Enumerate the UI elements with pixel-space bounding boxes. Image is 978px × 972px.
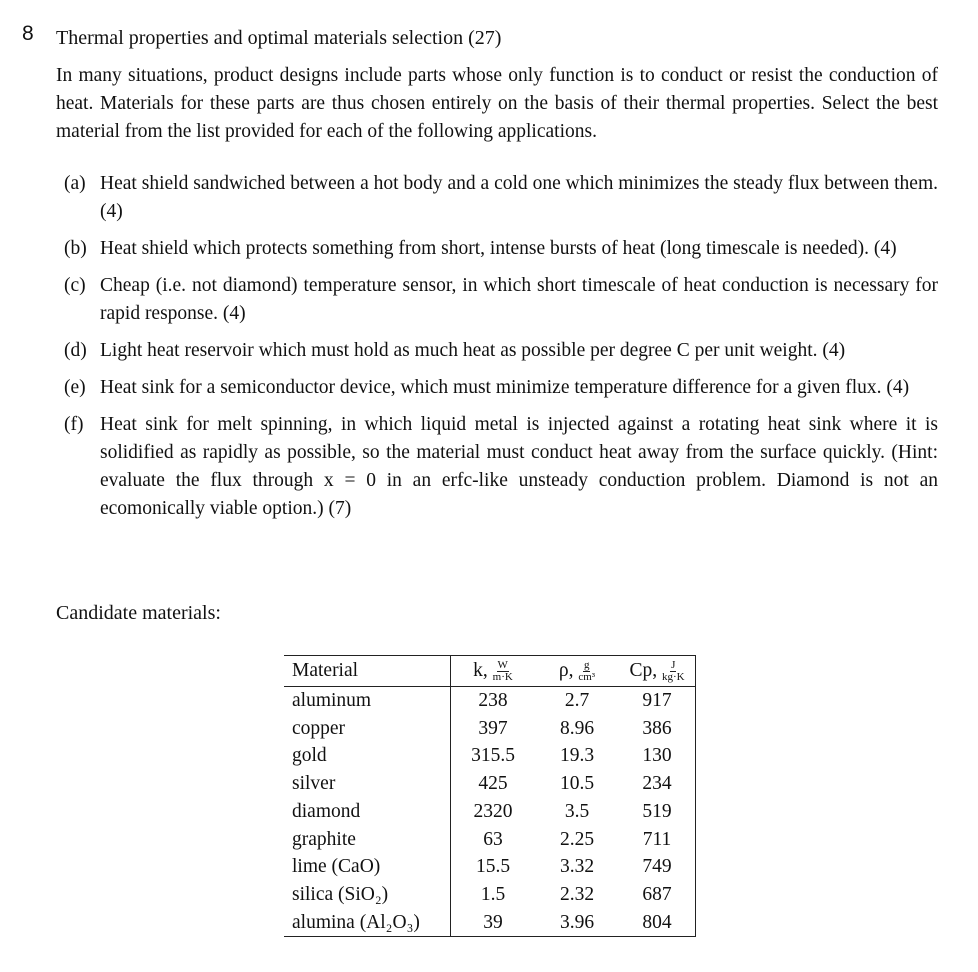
header-k — [451, 656, 536, 687]
cell-cp: 804 — [619, 909, 696, 937]
header-rho-unit-den: cm³ — [578, 671, 596, 684]
table-row — [284, 826, 696, 854]
cell-rho: 2.25 — [559, 828, 595, 850]
cell-k: 15.5 — [475, 856, 511, 878]
candidates-label: Candidate materials: — [56, 602, 221, 624]
cell-k: 238 — [478, 690, 508, 711]
part-b — [64, 235, 938, 263]
part-label: (b) — [64, 238, 87, 259]
header-rho-unit-num: g — [583, 659, 590, 672]
cell-cp: 519 — [619, 798, 696, 826]
materials-table — [284, 655, 696, 937]
table-row — [284, 687, 696, 715]
part-label: (a) — [64, 173, 86, 194]
cell-k: 2320 — [473, 800, 513, 822]
cell-k: 1.5 — [480, 883, 506, 905]
part-text: Cheap (i.e. not diamond) temperature sensor, in which short timescale of heat conduction is necessary for rapid response. (4) — [100, 275, 938, 324]
table-row — [284, 742, 696, 770]
part-text: Heat shield sandwiched between a hot body and a cold one which minimizes the steady flux between them. (4) — [100, 173, 938, 222]
cell-rho: 2.32 — [559, 883, 595, 905]
cell-material: gold — [284, 742, 451, 770]
part-a — [64, 170, 938, 226]
header-material: Material — [284, 656, 451, 687]
table-row — [284, 881, 696, 909]
cell-cp: 711 — [619, 826, 696, 854]
table-row — [284, 798, 696, 826]
header-k-unit-num: W — [497, 659, 508, 672]
cell-cp: 234 — [619, 770, 696, 798]
cell-cp: 687 — [619, 881, 696, 909]
question-number: 8 — [22, 22, 34, 45]
question-title: Thermal properties and optimal materials selection (27) — [56, 27, 502, 49]
cell-cp: 749 — [619, 853, 696, 881]
cell-k: 39 — [451, 909, 536, 937]
part-label: (f) — [64, 414, 84, 435]
cell-k: 63 — [483, 828, 503, 850]
header-k-symbol: k, — [473, 660, 488, 681]
cell-material: graphite — [284, 826, 451, 854]
table-row — [284, 909, 696, 937]
header-cp-symbol: Cp, — [629, 660, 658, 681]
cell-cp: 386 — [619, 715, 696, 743]
part-c — [64, 272, 938, 328]
part-f — [64, 411, 938, 523]
header-cp-unit-num: J — [671, 659, 676, 672]
cell-material: silica (SiO₂) — [284, 881, 451, 909]
cell-material: lime (CaO) — [284, 853, 451, 881]
cell-k: 397 — [478, 717, 508, 739]
cell-material: alumina (Al₂O₃) — [284, 909, 451, 937]
part-label: (e) — [64, 377, 86, 398]
table-row — [284, 770, 696, 798]
cell-cp: 130 — [619, 742, 696, 770]
cell-rho: 3.96 — [535, 909, 619, 937]
header-cp-unit-den: kg·K — [661, 671, 685, 684]
part-text: Light heat reservoir which must hold as much heat as possible per degree C per unit weight. (4) — [100, 340, 846, 361]
part-text: Heat shield which protects something from short, intense bursts of heat (long timescale is needed). (4) — [100, 238, 897, 259]
part-label: (d) — [64, 340, 87, 361]
cell-material: copper — [284, 715, 451, 743]
header-cp-unit — [662, 660, 685, 683]
cell-material: silver — [284, 770, 451, 798]
header-k-unit-den: m·K — [492, 671, 513, 684]
table-row — [284, 715, 696, 743]
header-rho-unit — [578, 660, 595, 683]
cell-rho: 3.5 — [564, 800, 590, 822]
table-row — [284, 853, 696, 881]
cell-material: diamond — [284, 798, 451, 826]
part-label: (c) — [64, 275, 86, 296]
cell-k: 315.5 — [471, 745, 515, 767]
part-text: Heat sink for a semiconductor device, which must minimize temperature difference for a given flux. (4) — [100, 377, 910, 398]
cell-rho: 2.7 — [564, 690, 590, 711]
cell-rho: 8.96 — [559, 717, 595, 739]
cell-rho: 19.3 — [559, 745, 595, 767]
part-d — [64, 337, 938, 365]
cell-rho: 10.5 — [559, 773, 595, 795]
header-rho — [535, 656, 619, 687]
header-k-unit — [493, 660, 513, 683]
header-cp — [619, 656, 696, 687]
cell-k: 425 — [478, 773, 508, 795]
part-e — [64, 374, 938, 402]
question-intro: In many situations, product designs include parts whose only function is to conduct or resist the conduction of heat. Materials for these parts are thus chosen entirely on the basis of their thermal properties. Select the best material from the list provided for each of the following applications. — [56, 65, 938, 142]
cell-rho: 3.32 — [559, 856, 595, 878]
cell-cp: 917 — [619, 687, 696, 715]
part-text: Heat sink for melt spinning, in which liquid metal is injected against a rotating heat sink where it is solidified as rapidly as possible, so the material must conduct heat away from the surface quickly. (Hint: evaluate the flux through x = 0 in an erfc-like unsteady conduction problem. Diamond is not an ecomonically viable option.) (7) — [100, 414, 938, 519]
parts-list — [64, 170, 938, 532]
table-header-row — [284, 656, 696, 687]
cell-material: aluminum — [284, 687, 451, 715]
header-rho-symbol: ρ, — [558, 660, 574, 681]
